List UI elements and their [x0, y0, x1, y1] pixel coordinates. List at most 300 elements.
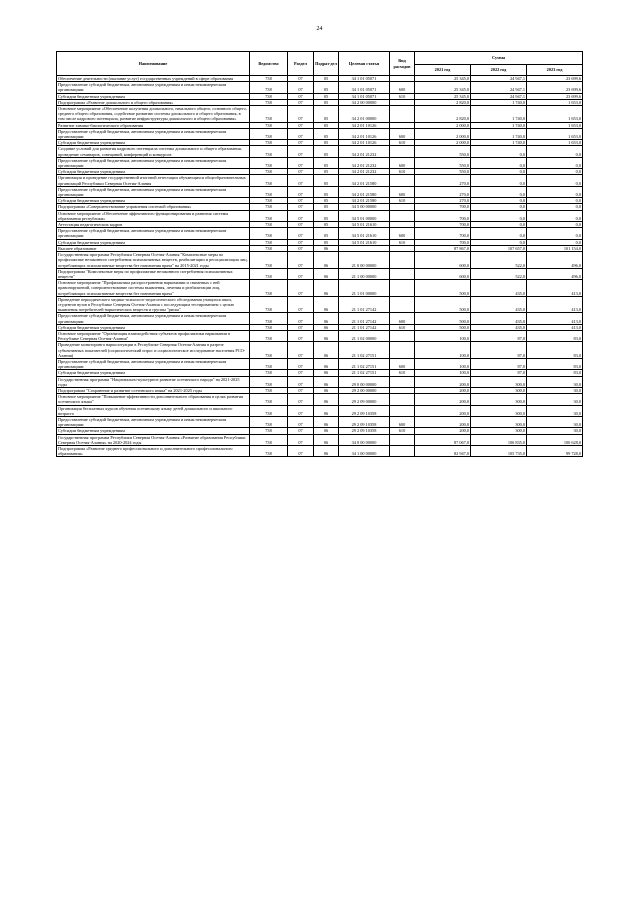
cell-2023: 496,0 [527, 252, 583, 269]
cell-ved: 738 [250, 239, 288, 245]
cell-2023: 83,0 [527, 342, 583, 359]
cell-razdel: 07 [288, 186, 314, 197]
cell-ved: 738 [250, 296, 288, 313]
cell-razdel: 07 [288, 146, 314, 157]
header-summa: Сумма [415, 52, 583, 65]
cell-ved: 738 [250, 434, 288, 445]
cell-2023: 0,0 [527, 222, 583, 228]
cell-vid: 600 [390, 313, 415, 324]
table-row [57, 228, 583, 239]
cell-ved: 738 [250, 252, 288, 269]
cell-2021: 550,0 [415, 169, 471, 175]
cell-2022: 87,0 [471, 358, 527, 369]
table-row [57, 186, 583, 197]
cell-name: Проведение мониторинга наркоситуации в Республике Северная Осетия-Алания в разрезе субъективных показателей (социологический опрос и социологическое исследование населения РСО-Алания) [57, 342, 250, 359]
cell-2021: 200,0 [415, 387, 471, 393]
cell-2023: 30,0 [527, 387, 583, 393]
cell-vid: 610 [390, 93, 415, 99]
cell-2022: 300,0 [471, 405, 527, 416]
header-ved: Ведомство [250, 52, 288, 76]
cell-statya: 21 0 00 00000 [339, 252, 390, 269]
cell-vid: 600 [390, 358, 415, 369]
cell-statya: 21 1 02 27151 [339, 370, 390, 376]
cell-statya: 34 0 00 00000 [339, 434, 390, 445]
cell-2023: 0,0 [527, 239, 583, 245]
table-row [57, 280, 583, 297]
cell-vid: 610 [390, 428, 415, 434]
cell-podrazdel: 05 [314, 198, 339, 204]
cell-2021: 600,0 [415, 252, 471, 269]
table-row [57, 394, 583, 405]
cell-vid: 610 [390, 370, 415, 376]
cell-razdel: 07 [288, 394, 314, 405]
cell-vid: 610 [390, 198, 415, 204]
cell-podrazdel: 05 [314, 82, 339, 93]
cell-razdel: 07 [288, 228, 314, 239]
cell-statya: 34 5 01 21610 [339, 239, 390, 245]
cell-2022: 435,0 [471, 313, 527, 324]
cell-podrazdel: 06 [314, 296, 339, 313]
cell-ved: 738 [250, 157, 288, 168]
cell-razdel: 07 [288, 268, 314, 279]
cell-razdel: 07 [288, 434, 314, 445]
cell-2022: 300,0 [471, 387, 527, 393]
cell-2021: 2 820,0 [415, 106, 471, 123]
cell-name: Создание условий для развития кадрового потенциала системы дошкольного и общего образования, проведение семинаров, совещаний, конференций и конкурсов [57, 146, 250, 157]
cell-2022: 435,0 [471, 296, 527, 313]
cell-2021: 500,0 [415, 313, 471, 324]
cell-2023: 413,0 [527, 313, 583, 324]
cell-razdel: 07 [288, 342, 314, 359]
header-name: Наименование [57, 52, 250, 76]
cell-podrazdel: 05 [314, 239, 339, 245]
cell-name: Субсидии бюджетным учреждениям [57, 169, 250, 175]
cell-razdel: 07 [288, 280, 314, 297]
cell-razdel: 07 [288, 376, 314, 387]
cell-vid [390, 268, 415, 279]
cell-2023: 413,0 [527, 296, 583, 313]
cell-podrazdel: 05 [314, 122, 339, 128]
cell-vid [390, 434, 415, 445]
cell-statya: 21 1 02 00000 [339, 330, 390, 341]
cell-2023: 23 699,6 [527, 93, 583, 99]
cell-2021: 600,0 [415, 268, 471, 279]
header-statya: Целевая статья [339, 52, 390, 76]
cell-ved: 738 [250, 93, 288, 99]
cell-2022: 300,0 [471, 376, 527, 387]
cell-statya: 34 2 01 21232 [339, 146, 390, 157]
cell-ved: 738 [250, 169, 288, 175]
cell-2021: 100,0 [415, 358, 471, 369]
cell-2023: 83,0 [527, 370, 583, 376]
cell-2023: 30,0 [527, 428, 583, 434]
budget-table [56, 51, 583, 457]
cell-podrazdel: 06 [314, 394, 339, 405]
cell-statya: 34 1 01 05071 [339, 93, 390, 99]
cell-2022: 0,0 [471, 222, 527, 228]
cell-vid: 600 [390, 228, 415, 239]
cell-2021: 2 000,0 [415, 140, 471, 146]
cell-razdel: 07 [288, 99, 314, 105]
cell-statya: 21 1 01 27142 [339, 313, 390, 324]
cell-ved: 738 [250, 210, 288, 221]
cell-ved: 738 [250, 186, 288, 197]
cell-vid [390, 394, 415, 405]
cell-2022: 0,0 [471, 175, 527, 186]
cell-name: Организация и проведение государственной итоговой аттестации обучающихся общеобразовательных организаций Республики Северная Осетия-Алания [57, 175, 250, 186]
table-row [57, 128, 583, 139]
cell-name: Субсидии бюджетным учреждениям [57, 428, 250, 434]
cell-razdel: 07 [288, 245, 314, 251]
cell-2021: 25 345,0 [415, 82, 471, 93]
cell-ved: 738 [250, 198, 288, 204]
cell-podrazdel: 05 [314, 169, 339, 175]
cell-podrazdel: 05 [314, 146, 339, 157]
cell-2022: 105 735,0 [471, 446, 527, 457]
cell-podrazdel: 05 [314, 210, 339, 221]
cell-vid [390, 175, 415, 186]
cell-2021: 200,0 [415, 405, 471, 416]
cell-statya: 29 2 00 00000 [339, 387, 390, 393]
cell-razdel: 07 [288, 175, 314, 186]
cell-ved: 738 [250, 405, 288, 416]
cell-name: Предоставление субсидий бюджетным, автономным учреждениям и иным некоммерческим организациям [57, 82, 250, 93]
cell-2023: 0,0 [527, 204, 583, 210]
cell-razdel: 07 [288, 296, 314, 313]
cell-vid [390, 252, 415, 269]
cell-name: Предоставление субсидий бюджетным, автономным учреждениям и иным некоммерческим организациям [57, 416, 250, 427]
cell-name: Высшее образование [57, 245, 250, 251]
cell-ved: 738 [250, 106, 288, 123]
cell-2021: 700,0 [415, 228, 471, 239]
cell-podrazdel: 05 [314, 106, 339, 123]
cell-podrazdel: 05 [314, 157, 339, 168]
cell-ved: 738 [250, 387, 288, 393]
cell-statya: 34 2 00 00000 [339, 99, 390, 105]
cell-2022: 1 740,0 [471, 122, 527, 128]
cell-razdel: 07 [288, 330, 314, 341]
cell-2021: 200,0 [415, 416, 471, 427]
cell-2023: 413,0 [527, 280, 583, 297]
cell-statya: 21 1 02 27151 [339, 358, 390, 369]
cell-podrazdel: 06 [314, 387, 339, 393]
cell-2021: 500,0 [415, 296, 471, 313]
cell-vid [390, 446, 415, 457]
cell-statya: 34 2 01 10126 [339, 128, 390, 139]
cell-name: Основное мероприятие "Организация взаимодействия субъектов профилактики наркомании в Республике Северная Осетия-Алания" [57, 330, 250, 341]
cell-razdel: 07 [288, 239, 314, 245]
cell-2021: 87 067,0 [415, 434, 471, 445]
cell-vid: 610 [390, 169, 415, 175]
cell-2023: 0,0 [527, 157, 583, 168]
cell-podrazdel: 05 [314, 186, 339, 197]
cell-2023: 1 653,0 [527, 106, 583, 123]
cell-ved: 738 [250, 313, 288, 324]
cell-razdel: 07 [288, 416, 314, 427]
cell-2022: 107 657,0 [471, 245, 527, 251]
cell-2023: 23 699,6 [527, 82, 583, 93]
cell-podrazdel: 06 [314, 330, 339, 341]
cell-2021: 700,0 [415, 239, 471, 245]
cell-2022: 0,0 [471, 198, 527, 204]
cell-statya: 34 5 01 00000 [339, 210, 390, 221]
cell-2023: 0,0 [527, 210, 583, 221]
cell-vid: 600 [390, 416, 415, 427]
header-year-2022: 2022 год [471, 65, 527, 76]
cell-podrazdel: 06 [314, 280, 339, 297]
cell-vid: 600 [390, 82, 415, 93]
cell-name: Предоставление субсидий бюджетным, автономным учреждениям и иным некоммерческим организациям [57, 157, 250, 168]
cell-statya: 21 1 01 27142 [339, 324, 390, 330]
cell-vid [390, 296, 415, 313]
cell-2021: 700,0 [415, 222, 471, 228]
cell-2023: 99 728,0 [527, 446, 583, 457]
cell-ved: 738 [250, 280, 288, 297]
table-row [57, 446, 583, 457]
cell-vid: 610 [390, 324, 415, 330]
header-podrazdel: Подраз-дел [314, 52, 339, 76]
cell-ved: 738 [250, 428, 288, 434]
cell-podrazdel: 05 [314, 228, 339, 239]
cell-razdel: 07 [288, 204, 314, 210]
cell-2022: 0,0 [471, 210, 527, 221]
cell-vid: 600 [390, 157, 415, 168]
cell-2023: 30,0 [527, 405, 583, 416]
cell-2021: 270,0 [415, 186, 471, 197]
cell-name: Предоставление субсидий бюджетным, автономным учреждениям и иным некоммерческим организациям [57, 186, 250, 197]
cell-statya: 34 5 01 21610 [339, 228, 390, 239]
cell-vid [390, 405, 415, 416]
cell-name: Основное мероприятие «Обеспечение эффективного функционирования и развития системы образования республики» [57, 210, 250, 221]
cell-razdel: 07 [288, 76, 314, 82]
cell-2022: 0,0 [471, 157, 527, 168]
cell-2022: 300,0 [471, 394, 527, 405]
cell-2021: 500,0 [415, 324, 471, 330]
cell-ved: 738 [250, 76, 288, 82]
header-razdel: Раздел [288, 52, 314, 76]
cell-2023: 0,0 [527, 169, 583, 175]
cell-podrazdel: 05 [314, 175, 339, 186]
cell-ved: 738 [250, 446, 288, 457]
cell-podrazdel: 06 [314, 245, 339, 251]
cell-statya: 34 5 00 00000 [339, 204, 390, 210]
cell-podrazdel: 05 [314, 222, 339, 228]
cell-statya: 29 2 09 10358 [339, 416, 390, 427]
cell-name: Предоставление субсидий бюджетным, автономным учреждениям и иным некоммерческим организациям [57, 358, 250, 369]
cell-name: Субсидии бюджетным учреждениям [57, 198, 250, 204]
cell-razdel: 07 [288, 222, 314, 228]
cell-2022: 1 740,0 [471, 106, 527, 123]
cell-2022: 0,0 [471, 228, 527, 239]
cell-vid: 600 [390, 128, 415, 139]
cell-2022: 522,0 [471, 268, 527, 279]
cell-ved: 738 [250, 324, 288, 330]
cell-statya: 34 2 01 21580 [339, 198, 390, 204]
cell-2021: 2 000,0 [415, 122, 471, 128]
cell-2021: 2 000,0 [415, 128, 471, 139]
cell-name: Субсидии бюджетным учреждениям [57, 93, 250, 99]
cell-2021: 200,0 [415, 394, 471, 405]
cell-podrazdel: 06 [314, 416, 339, 427]
cell-2023: 0,0 [527, 175, 583, 186]
cell-statya: 34 1 01 05071 [339, 76, 390, 82]
cell-razdel: 07 [288, 324, 314, 330]
table-row [57, 416, 583, 427]
cell-podrazdel: 05 [314, 76, 339, 82]
table-row [57, 252, 583, 269]
cell-2021: 700,0 [415, 210, 471, 221]
cell-2021: 25 345,0 [415, 76, 471, 82]
cell-statya: 34 5 01 21610 [339, 222, 390, 228]
cell-vid [390, 330, 415, 341]
cell-ved: 738 [250, 342, 288, 359]
cell-podrazdel: 06 [314, 358, 339, 369]
cell-ved: 738 [250, 268, 288, 279]
table-row [57, 342, 583, 359]
cell-statya: 21 1 01 00000 [339, 280, 390, 297]
cell-statya: 34 1 00 00000 [339, 446, 390, 457]
header-year-2023: 2023 год [527, 65, 583, 76]
cell-2021: 82 947,0 [415, 446, 471, 457]
cell-statya: 21 1 00 00000 [339, 268, 390, 279]
cell-ved: 738 [250, 140, 288, 146]
table-row [57, 434, 583, 445]
cell-2023: 83,0 [527, 358, 583, 369]
cell-ved: 738 [250, 99, 288, 105]
cell-2022: 87,0 [471, 370, 527, 376]
cell-2022: 300,0 [471, 416, 527, 427]
cell-2022: 24 947,1 [471, 82, 527, 93]
cell-name: Государственная программа "Национально-культурное развитие осетинского народа" на 2021-2025 годы [57, 376, 250, 387]
cell-2021: 100,0 [415, 342, 471, 359]
cell-vid [390, 342, 415, 359]
cell-name: Основное мероприятие «Обеспечение получения дошкольного, начального общего, основного общего, среднего общего образования, содействие развитию системы дошкольного и общего образования, в том числе кадрового потенциала, развитие инфраструктуры дошкольного и общего образования» [57, 106, 250, 123]
cell-razdel: 07 [288, 358, 314, 369]
cell-name: Субсидии бюджетным учреждениям [57, 370, 250, 376]
cell-2023: 1 653,0 [527, 140, 583, 146]
table-row [57, 268, 583, 279]
cell-ved: 738 [250, 370, 288, 376]
cell-ved: 738 [250, 330, 288, 341]
table-row [57, 175, 583, 186]
cell-razdel: 07 [288, 252, 314, 269]
cell-2022: 87,0 [471, 342, 527, 359]
cell-name: Предоставление субсидий бюджетным, автономным учреждениям и иным некоммерческим организациям [57, 313, 250, 324]
cell-2023: 1 653,0 [527, 99, 583, 105]
table-row [57, 405, 583, 416]
cell-razdel: 07 [288, 93, 314, 99]
cell-ved: 738 [250, 394, 288, 405]
cell-ved: 738 [250, 128, 288, 139]
cell-razdel: 07 [288, 313, 314, 324]
cell-2023: 30,0 [527, 394, 583, 405]
cell-statya: 21 1 01 27142 [339, 296, 390, 313]
table-row [57, 313, 583, 324]
cell-statya: 34 2 01 10126 [339, 140, 390, 146]
cell-statya: 29 2 09 10358 [339, 428, 390, 434]
budget-table-container [56, 51, 582, 457]
cell-podrazdel: 05 [314, 128, 339, 139]
cell-2022: 0,0 [471, 204, 527, 210]
cell-name: Субсидии бюджетным учреждениям [57, 239, 250, 245]
cell-2021: 500,0 [415, 280, 471, 297]
cell-podrazdel: 05 [314, 140, 339, 146]
cell-ved: 738 [250, 245, 288, 251]
cell-name: Подпрограмма "Комплексные меры по профилактике незаконного потребления психоактивных веществ" [57, 268, 250, 279]
cell-podrazdel: 06 [314, 446, 339, 457]
cell-2023: 100 628,0 [527, 434, 583, 445]
cell-ved: 738 [250, 416, 288, 427]
cell-2022: 522,0 [471, 252, 527, 269]
cell-2023: 413,0 [527, 324, 583, 330]
cell-statya: 21 1 02 27151 [339, 342, 390, 359]
cell-2021: 100,0 [415, 370, 471, 376]
cell-2023: 30,0 [527, 416, 583, 427]
page-number: 24 [316, 26, 323, 32]
cell-ved: 738 [250, 228, 288, 239]
cell-name: Государственная программа Республики Северная Осетия-Алания «Развитие образования Республики Северная Осетия-Алания» на 2020-2024 годы [57, 434, 250, 445]
table-row [57, 106, 583, 123]
cell-vid [390, 106, 415, 123]
cell-ved: 738 [250, 358, 288, 369]
cell-name: Основное мероприятие "Профилактика распространения наркомании и связанных с ней правонарушений, совершенствование системы выявления, лечения и реабилитации лиц, потребляющих психоактивные вещества без назначения врача" [57, 280, 250, 297]
cell-2021: 200,0 [415, 428, 471, 434]
cell-ved: 738 [250, 122, 288, 128]
cell-2023: 1 653,0 [527, 122, 583, 128]
cell-2021: 100,0 [415, 330, 471, 341]
cell-podrazdel: 06 [314, 268, 339, 279]
cell-name: Подпрограмма «Развитие среднего профессионального и дополнительного профессионального образования» [57, 446, 250, 457]
cell-2022: 435,0 [471, 280, 527, 297]
cell-2022: 1 740,0 [471, 99, 527, 105]
cell-2021: 87 867,0 [415, 245, 471, 251]
cell-2022: 106 835,0 [471, 434, 527, 445]
cell-statya: 29 0 00 00000 [339, 376, 390, 387]
cell-razdel: 07 [288, 198, 314, 204]
cell-razdel: 07 [288, 157, 314, 168]
cell-statya: 34 2 01 10126 [339, 122, 390, 128]
table-row [57, 358, 583, 369]
cell-name: Государственная программа Республики Северная Осетия-Алания "Комплексные меры по профилактике незаконного потребления психоактивных веществ, реабилитации и ресоциализации лиц, потребляющих психоактивные вещества без назначения врача" на 2015-2021 годы [58, 252, 248, 268]
cell-2021: 270,0 [415, 175, 471, 186]
cell-razdel: 07 [288, 106, 314, 123]
cell-podrazdel: 06 [314, 342, 339, 359]
cell-razdel: 07 [288, 210, 314, 221]
cell-2021: 550,0 [415, 146, 471, 157]
cell-ved: 738 [250, 82, 288, 93]
cell-2023: 496,0 [527, 268, 583, 279]
cell-2023: 1 653,0 [527, 128, 583, 139]
table-row [57, 82, 583, 93]
cell-name: Подпрограмма «Развитие дошкольного и общего образования» [57, 99, 250, 105]
cell-razdel: 07 [288, 428, 314, 434]
header-year-2021: 2021 год [415, 65, 471, 76]
cell-razdel: 07 [288, 387, 314, 393]
cell-ved: 738 [250, 146, 288, 157]
cell-2023: 0,0 [527, 186, 583, 197]
cell-2023: 0,0 [527, 146, 583, 157]
cell-podrazdel: 05 [314, 99, 339, 105]
cell-vid: 610 [390, 239, 415, 245]
cell-statya: 34 2 01 21232 [339, 157, 390, 168]
cell-vid [390, 376, 415, 387]
cell-podrazdel: 06 [314, 405, 339, 416]
cell-2022: 0,0 [471, 169, 527, 175]
cell-vid: 610 [390, 140, 415, 146]
cell-ved: 738 [250, 204, 288, 210]
cell-2022: 24 947,1 [471, 93, 527, 99]
cell-name: Подпрограмма «Совершенствование управления системой образования» [57, 204, 250, 210]
